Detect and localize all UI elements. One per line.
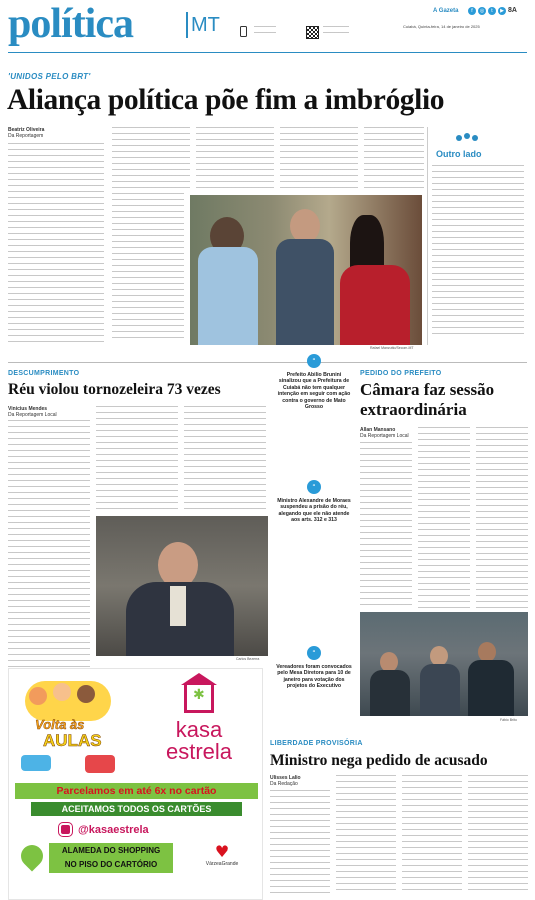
ministro-headline: Ministro nega pedido de acusado xyxy=(270,752,488,769)
quote-icon: “ xyxy=(307,354,321,368)
sidebar-outro-lado xyxy=(427,127,527,345)
tornozeleira-kicker: DESCUMPRIMENTO xyxy=(8,370,80,377)
qr-code-icon xyxy=(306,26,319,39)
quote-icon: “ xyxy=(307,480,321,494)
masthead xyxy=(8,1,528,47)
lead-column-1 xyxy=(8,143,104,343)
instagram-icon xyxy=(59,823,72,836)
pull-quote xyxy=(276,480,352,524)
ministro-author: Ulisses Lalio xyxy=(270,775,301,781)
map-pin-icon xyxy=(16,840,47,871)
twitter-icon: t xyxy=(488,7,496,15)
promo-title-1: Volta às xyxy=(35,717,85,732)
lead-column-2 xyxy=(112,127,190,193)
tornozeleira-photo xyxy=(96,516,268,656)
camara-byline xyxy=(360,427,409,439)
instagram-icon: ◎ xyxy=(479,8,485,14)
quote-icon: “ xyxy=(307,646,321,660)
state-label: MT xyxy=(191,14,220,36)
back-to-school-art xyxy=(15,675,123,777)
lead-byline xyxy=(8,127,44,139)
brand-name-2: estrela xyxy=(165,739,233,764)
quote-text: Vereadores foram convocados pelo Mesa Diretora para 10 de janeiro para votação dos projetos do Executivo xyxy=(276,664,352,690)
phone-icon xyxy=(240,26,247,37)
ministro-credit: Da Redação xyxy=(270,781,298,787)
lead-column-5 xyxy=(364,127,424,193)
youtube-icon: ▶ xyxy=(498,7,506,15)
tornozeleira-author: Vinicius Mendes xyxy=(8,406,48,412)
lead-credit: Da Reportagem xyxy=(8,133,44,139)
quote-text: Prefeito Abilio Brunini sinalizou que a Prefeitura de Cuiabá não tem qualquer intenção em seguir com ação contra o governo de Mato Grosso xyxy=(277,372,351,411)
pull-quote xyxy=(276,354,352,410)
facebook-icon: f xyxy=(468,7,476,15)
people-icon xyxy=(456,133,478,145)
tornozeleira-credit: Da Reportagem Local xyxy=(8,412,57,418)
camara-photo xyxy=(360,612,528,716)
camara-photo-caption: Fábio Brito xyxy=(500,718,517,722)
dateline: Cuiabá, Quinta-feira, 14 de janeiro de 2025 xyxy=(403,24,480,29)
kasa-estrela-ad xyxy=(8,668,263,900)
ministro-byline xyxy=(270,775,301,787)
offer-cards: ACEITAMOS TODOS OS CARTÕES xyxy=(31,802,242,816)
quote-column xyxy=(276,354,352,724)
ministro-kicker: LIBERDADE PROVISÓRIA xyxy=(270,740,363,747)
heart-icon: ♥ xyxy=(214,842,230,861)
lead-headline: Aliança política põe fim a imbróglio xyxy=(7,84,445,116)
lead-column-3 xyxy=(196,127,274,193)
promo-title-2: AULAS xyxy=(43,731,102,750)
camara-headline: Câmara faz sessão extraordinária xyxy=(360,380,495,419)
pull-quote xyxy=(276,646,352,690)
lead-photo xyxy=(190,195,422,345)
social-icons xyxy=(468,7,506,15)
lead-column-2b xyxy=(112,193,184,343)
quote-text: Ministro Alexandre de Moraes suspendeu a prisão do réu, alegando que ele não atende aos arts. 312 e 313 xyxy=(277,498,351,524)
newspaper-name: A Gazeta xyxy=(433,8,459,14)
tornozeleira-byline xyxy=(8,406,57,418)
tornozeleira-photo-caption: Carlos Bezerra xyxy=(236,657,260,661)
varzea-grande-logo xyxy=(187,843,257,867)
section-divider xyxy=(186,12,188,38)
partner-name: VárzeaGrande xyxy=(205,861,239,867)
section-divider-1 xyxy=(8,362,527,363)
lead-author: Beatriz Oliveira xyxy=(8,127,45,133)
camara-credit: Da Reportagem Local xyxy=(360,433,409,439)
instagram-handle: @kasaestrela xyxy=(78,823,149,836)
instagram-row xyxy=(59,823,149,836)
house-star-icon: ✱ xyxy=(184,683,214,713)
camara-author: Allan Mansano xyxy=(360,427,396,433)
sidebar-title: Outro lado xyxy=(436,149,482,159)
page-number: 8A xyxy=(508,7,517,14)
section-title: política xyxy=(8,1,133,47)
offer-installments: Parcelamos em até 6x no cartão xyxy=(15,783,258,799)
address-line-1: ALAMEDA DO SHOPPING xyxy=(61,846,161,855)
header-rule xyxy=(8,52,527,53)
brand-name-1: kasa xyxy=(175,717,223,742)
tornozeleira-headline: Réu violou tornozeleira 73 vezes xyxy=(8,381,221,398)
lead-column-4 xyxy=(280,127,358,193)
address-line-2: NO PISO DO CARTÓRIO xyxy=(64,860,158,869)
kasa-estrela-logo xyxy=(149,683,249,773)
address-box xyxy=(49,843,173,873)
lead-photo-caption: Rafael Manzutto/Secom-MT xyxy=(370,346,414,350)
lead-kicker: 'UNIDOS PELO BRT' xyxy=(8,72,91,81)
camara-kicker: PEDIDO DO PREFEITO xyxy=(360,370,442,377)
